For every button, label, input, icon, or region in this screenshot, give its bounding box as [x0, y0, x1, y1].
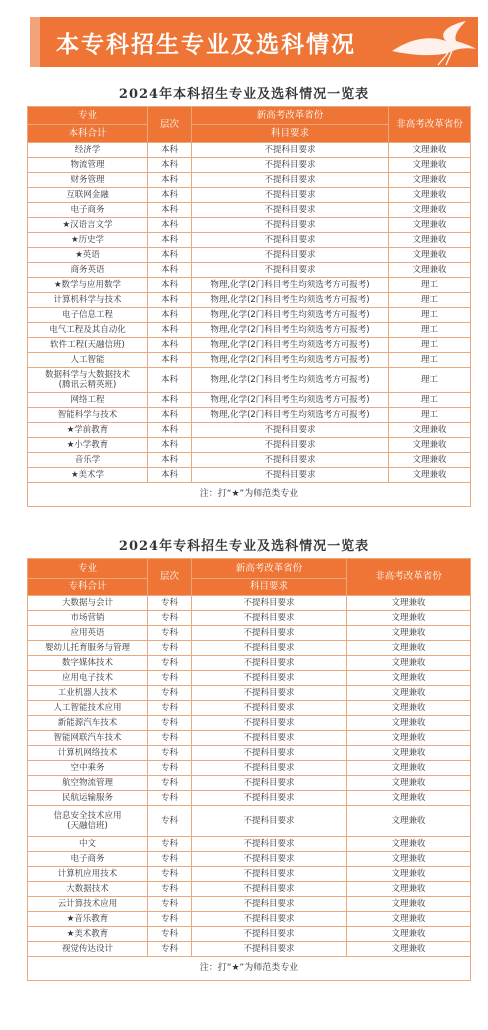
level-cell: 专科: [148, 942, 192, 957]
subject-req-cell: 不提科目要求: [192, 867, 347, 882]
subject-req-cell: 不提科目要求: [192, 671, 347, 686]
level-cell: 专科: [148, 746, 192, 761]
major-cell: 视觉传达设计: [28, 942, 148, 957]
level-cell: 本科: [148, 338, 192, 353]
header-major: 专业: [28, 559, 148, 579]
subject-req-cell: 不提科目要求: [192, 806, 347, 837]
admission-type-cell: 文理兼收: [389, 218, 471, 233]
table-row: [28, 596, 471, 611]
table-row: [28, 671, 471, 686]
admission-type-cell: 文理兼收: [389, 453, 471, 468]
admission-type-cell: 文理兼收: [347, 641, 471, 656]
table-row: [28, 731, 471, 746]
major-cell: 电子信息工程: [28, 308, 148, 323]
level-cell: 本科: [148, 203, 192, 218]
major-cell: 中文: [28, 837, 148, 852]
major-cell: 应用英语: [28, 626, 148, 641]
admission-type-cell: 文理兼收: [389, 233, 471, 248]
major-cell: 物流管理: [28, 158, 148, 173]
header-old-reform: 非高考改革省份: [389, 107, 471, 143]
level-cell: 本科: [148, 278, 192, 293]
subject-req-cell: 物理,化学(2门科目考生均须选考方可报考): [192, 293, 389, 308]
admission-type-cell: 文理兼收: [347, 912, 471, 927]
table-row: [28, 323, 471, 338]
table-row: [28, 143, 471, 158]
subject-req-cell: 物理,化学(2门科目考生均须选考方可报考): [192, 393, 389, 408]
admission-type-cell: 文理兼收: [389, 158, 471, 173]
level-cell: 专科: [148, 867, 192, 882]
admission-type-cell: 文理兼收: [347, 927, 471, 942]
banner-accent-bar: [30, 17, 40, 67]
level-cell: 专科: [148, 791, 192, 806]
header-subject-req: 科目要求: [192, 125, 389, 143]
table-row: [28, 716, 471, 731]
subject-req-cell: 物理,化学(2门科目考生均须选考方可报考): [192, 338, 389, 353]
subject-req-cell: 不提科目要求: [192, 791, 347, 806]
subject-req-cell: 不提科目要求: [192, 882, 347, 897]
undergrad-note: 注：打“★”为师范类专业: [28, 483, 471, 507]
table-row: [28, 423, 471, 438]
admission-type-cell: 文理兼收: [389, 263, 471, 278]
subject-req-cell: 不提科目要求: [192, 776, 347, 791]
crane-icon: [388, 17, 478, 67]
college-note: 注：打“★”为师范类专业: [28, 957, 471, 981]
major-cell: ★音乐教育: [28, 912, 148, 927]
admission-type-cell: 文理兼收: [347, 611, 471, 626]
admission-type-cell: 理工: [389, 308, 471, 323]
level-cell: 专科: [148, 656, 192, 671]
header-level: 层次: [148, 559, 192, 596]
major-cell: 智能科学与技术: [28, 408, 148, 423]
admission-type-cell: 理工: [389, 408, 471, 423]
level-cell: 本科: [148, 248, 192, 263]
level-cell: 专科: [148, 897, 192, 912]
header-new-reform: 新高考改革省份: [192, 107, 389, 125]
table-row: [28, 686, 471, 701]
admission-type-cell: 文理兼收: [347, 746, 471, 761]
major-cell: 计算机科学与技术: [28, 293, 148, 308]
level-cell: 本科: [148, 438, 192, 453]
subject-req-cell: 不提科目要求: [192, 233, 389, 248]
subject-req-cell: 不提科目要求: [192, 203, 389, 218]
major-cell: ★美术教育: [28, 927, 148, 942]
major-cell: 航空物流管理: [28, 776, 148, 791]
major-cell: 电子商务: [28, 203, 148, 218]
admission-type-cell: 文理兼收: [347, 701, 471, 716]
level-cell: 本科: [148, 263, 192, 278]
major-cell: 计算机网络技术: [28, 746, 148, 761]
level-cell: 本科: [148, 323, 192, 338]
subject-req-cell: 物理,化学(2门科目考生均须选考方可报考): [192, 368, 389, 393]
major-cell: ★英语: [28, 248, 148, 263]
header-old-reform: 非高考改革省份: [347, 559, 471, 596]
level-cell: 专科: [148, 837, 192, 852]
table-row: [28, 453, 471, 468]
table-row: [28, 626, 471, 641]
major-cell: 经济学: [28, 143, 148, 158]
level-cell: 本科: [148, 353, 192, 368]
level-cell: 专科: [148, 701, 192, 716]
level-cell: 本科: [148, 308, 192, 323]
level-cell: 专科: [148, 852, 192, 867]
major-cell: 工业机器人技术: [28, 686, 148, 701]
table-row: [28, 852, 471, 867]
admission-type-cell: 文理兼收: [347, 837, 471, 852]
table-row: [28, 203, 471, 218]
admission-type-cell: 文理兼收: [389, 173, 471, 188]
major-cell: 人工智能技术应用: [28, 701, 148, 716]
admission-type-cell: 文理兼收: [347, 716, 471, 731]
table-row: [28, 656, 471, 671]
header-level: 层次: [148, 107, 192, 143]
major-cell: 数字媒体技术: [28, 656, 148, 671]
subject-req-cell: 不提科目要求: [192, 611, 347, 626]
subject-req-cell: 不提科目要求: [192, 248, 389, 263]
undergrad-table-title: 2024年本科招生专业及选科情况一览表: [0, 83, 488, 108]
admission-type-cell: 文理兼收: [347, 806, 471, 837]
subject-req-cell: 不提科目要求: [192, 852, 347, 867]
level-cell: 专科: [148, 626, 192, 641]
subject-req-cell: 物理,化学(2门科目考生均须选考方可报考): [192, 278, 389, 293]
major-cell: 电气工程及其自动化: [28, 323, 148, 338]
subject-req-cell: 不提科目要求: [192, 761, 347, 776]
major-cell: 人工智能: [28, 353, 148, 368]
table-row: [28, 158, 471, 173]
major-cell: 云计算技术应用: [28, 897, 148, 912]
subject-req-cell: 不提科目要求: [192, 912, 347, 927]
level-cell: 专科: [148, 641, 192, 656]
table-row: [28, 776, 471, 791]
admission-type-cell: 理工: [389, 338, 471, 353]
major-cell: 电子商务: [28, 852, 148, 867]
level-cell: 本科: [148, 368, 192, 393]
level-cell: 本科: [148, 233, 192, 248]
header-subtotal: 专科合计: [28, 579, 148, 596]
table-row: [28, 468, 471, 483]
major-cell: 空中乘务: [28, 761, 148, 776]
college-table: [27, 558, 471, 981]
admission-type-cell: 文理兼收: [347, 656, 471, 671]
major-cell: 网络工程: [28, 393, 148, 408]
major-cell: 市场营销: [28, 611, 148, 626]
admission-type-cell: 文理兼收: [389, 188, 471, 203]
admission-type-cell: 理工: [389, 278, 471, 293]
level-cell: 专科: [148, 776, 192, 791]
admission-type-cell: 文理兼收: [389, 203, 471, 218]
major-cell: 信息安全技术应用 (天融信班): [28, 806, 148, 837]
table-row: [28, 611, 471, 626]
admission-type-cell: 文理兼收: [347, 852, 471, 867]
admission-type-cell: 文理兼收: [389, 143, 471, 158]
subject-req-cell: 不提科目要求: [192, 468, 389, 483]
level-cell: 本科: [148, 158, 192, 173]
admission-type-cell: 文理兼收: [347, 596, 471, 611]
table-row: [28, 393, 471, 408]
admission-type-cell: 理工: [389, 293, 471, 308]
level-cell: 专科: [148, 671, 192, 686]
subject-req-cell: 不提科目要求: [192, 641, 347, 656]
major-cell: ★美术学: [28, 468, 148, 483]
level-cell: 本科: [148, 453, 192, 468]
major-cell: 大数据与会计: [28, 596, 148, 611]
admission-type-cell: 文理兼收: [347, 776, 471, 791]
table-row: [28, 308, 471, 323]
table-row: [28, 173, 471, 188]
table-row: [28, 641, 471, 656]
major-cell: 数据科学与大数据技术 (腾讯云精英班): [28, 368, 148, 393]
major-cell: 软件工程(天融信班): [28, 338, 148, 353]
subject-req-cell: 不提科目要求: [192, 188, 389, 203]
subject-req-cell: 不提科目要求: [192, 656, 347, 671]
subject-req-cell: 不提科目要求: [192, 897, 347, 912]
subject-req-cell: 不提科目要求: [192, 837, 347, 852]
table-row: [28, 867, 471, 882]
subject-req-cell: 物理,化学(2门科目考生均须选考方可报考): [192, 308, 389, 323]
major-cell: 计算机应用技术: [28, 867, 148, 882]
major-cell: 互联网金融: [28, 188, 148, 203]
subject-req-cell: 不提科目要求: [192, 686, 347, 701]
level-cell: 专科: [148, 731, 192, 746]
subject-req-cell: 不提科目要求: [192, 158, 389, 173]
admission-type-cell: 理工: [389, 353, 471, 368]
major-cell: 智能网联汽车技术: [28, 731, 148, 746]
subject-req-cell: 物理,化学(2门科目考生均须选考方可报考): [192, 323, 389, 338]
admission-type-cell: 文理兼收: [347, 731, 471, 746]
admission-type-cell: 理工: [389, 323, 471, 338]
level-cell: 本科: [148, 408, 192, 423]
table-row: [28, 353, 471, 368]
subject-req-cell: 不提科目要求: [192, 218, 389, 233]
subject-req-cell: 不提科目要求: [192, 731, 347, 746]
level-cell: 本科: [148, 468, 192, 483]
header-new-reform: 新高考改革省份: [192, 559, 347, 579]
table-row: [28, 912, 471, 927]
header-major: 专业: [28, 107, 148, 125]
subject-req-cell: 不提科目要求: [192, 263, 389, 278]
table-row: [28, 278, 471, 293]
major-cell: 民航运输服务: [28, 791, 148, 806]
subject-req-cell: 不提科目要求: [192, 701, 347, 716]
admission-type-cell: 理工: [389, 368, 471, 393]
level-cell: 本科: [148, 173, 192, 188]
table-row: [28, 897, 471, 912]
major-cell: 大数据技术: [28, 882, 148, 897]
table-row: [28, 927, 471, 942]
major-cell: 财务管理: [28, 173, 148, 188]
subject-req-cell: 不提科目要求: [192, 626, 347, 641]
admission-type-cell: 文理兼收: [347, 882, 471, 897]
table-row: [28, 791, 471, 806]
subject-req-cell: 不提科目要求: [192, 716, 347, 731]
admission-type-cell: 文理兼收: [347, 897, 471, 912]
subject-req-cell: 不提科目要求: [192, 173, 389, 188]
banner: [30, 17, 478, 67]
major-cell: ★数学与应用数学: [28, 278, 148, 293]
level-cell: 本科: [148, 423, 192, 438]
table-row: [28, 293, 471, 308]
major-cell: 婴幼儿托育服务与管理: [28, 641, 148, 656]
college-table-title: 2024年专科招生专业及选科情况一览表: [0, 535, 488, 560]
subject-req-cell: 不提科目要求: [192, 927, 347, 942]
table-row: [28, 248, 471, 263]
subject-req-cell: 不提科目要求: [192, 438, 389, 453]
admission-type-cell: 文理兼收: [389, 468, 471, 483]
major-cell: ★小学教育: [28, 438, 148, 453]
level-cell: 专科: [148, 686, 192, 701]
table-row: [28, 942, 471, 957]
subject-req-cell: 不提科目要求: [192, 423, 389, 438]
admission-type-cell: 文理兼收: [347, 671, 471, 686]
subject-req-cell: 物理,化学(2门科目考生均须选考方可报考): [192, 353, 389, 368]
table-row: [28, 338, 471, 353]
major-cell: 应用电子技术: [28, 671, 148, 686]
subject-req-cell: 物理,化学(2门科目考生均须选考方可报考): [192, 408, 389, 423]
banner-title: 本专科招生专业及选科情况: [56, 32, 356, 58]
level-cell: 专科: [148, 927, 192, 942]
table-row: [28, 806, 471, 837]
table-row: [28, 263, 471, 278]
admission-type-cell: 文理兼收: [347, 686, 471, 701]
subject-req-cell: 不提科目要求: [192, 453, 389, 468]
admission-type-cell: 文理兼收: [347, 791, 471, 806]
admission-type-cell: 文理兼收: [389, 423, 471, 438]
header-subject-req: 科目要求: [192, 579, 347, 596]
admission-type-cell: 文理兼收: [389, 438, 471, 453]
subject-req-cell: 不提科目要求: [192, 143, 389, 158]
admission-type-cell: 文理兼收: [347, 867, 471, 882]
table-row: [28, 218, 471, 233]
level-cell: 专科: [148, 596, 192, 611]
major-cell: ★汉语言文学: [28, 218, 148, 233]
admission-type-cell: 文理兼收: [347, 761, 471, 776]
table-row: [28, 761, 471, 776]
admission-type-cell: 文理兼收: [347, 942, 471, 957]
major-cell: ★学前教育: [28, 423, 148, 438]
table-row: [28, 233, 471, 248]
table-row: [28, 368, 471, 393]
undergrad-table: [27, 106, 471, 507]
major-cell: 商务英语: [28, 263, 148, 278]
level-cell: 专科: [148, 806, 192, 837]
level-cell: 专科: [148, 611, 192, 626]
header-subtotal: 本科合计: [28, 125, 148, 143]
admission-type-cell: 文理兼收: [347, 626, 471, 641]
level-cell: 本科: [148, 143, 192, 158]
level-cell: 本科: [148, 188, 192, 203]
table-row: [28, 188, 471, 203]
level-cell: 专科: [148, 882, 192, 897]
major-cell: 新能源汽车技术: [28, 716, 148, 731]
level-cell: 专科: [148, 761, 192, 776]
table-row: [28, 408, 471, 423]
level-cell: 专科: [148, 716, 192, 731]
subject-req-cell: 不提科目要求: [192, 942, 347, 957]
subject-req-cell: 不提科目要求: [192, 746, 347, 761]
table-row: [28, 701, 471, 716]
table-row: [28, 746, 471, 761]
level-cell: 本科: [148, 293, 192, 308]
table-row: [28, 882, 471, 897]
admission-type-cell: 文理兼收: [389, 248, 471, 263]
admission-type-cell: 理工: [389, 393, 471, 408]
table-row: [28, 438, 471, 453]
major-cell: ★历史学: [28, 233, 148, 248]
subject-req-cell: 不提科目要求: [192, 596, 347, 611]
table-row: [28, 837, 471, 852]
level-cell: 专科: [148, 912, 192, 927]
level-cell: 本科: [148, 218, 192, 233]
major-cell: 音乐学: [28, 453, 148, 468]
level-cell: 本科: [148, 393, 192, 408]
